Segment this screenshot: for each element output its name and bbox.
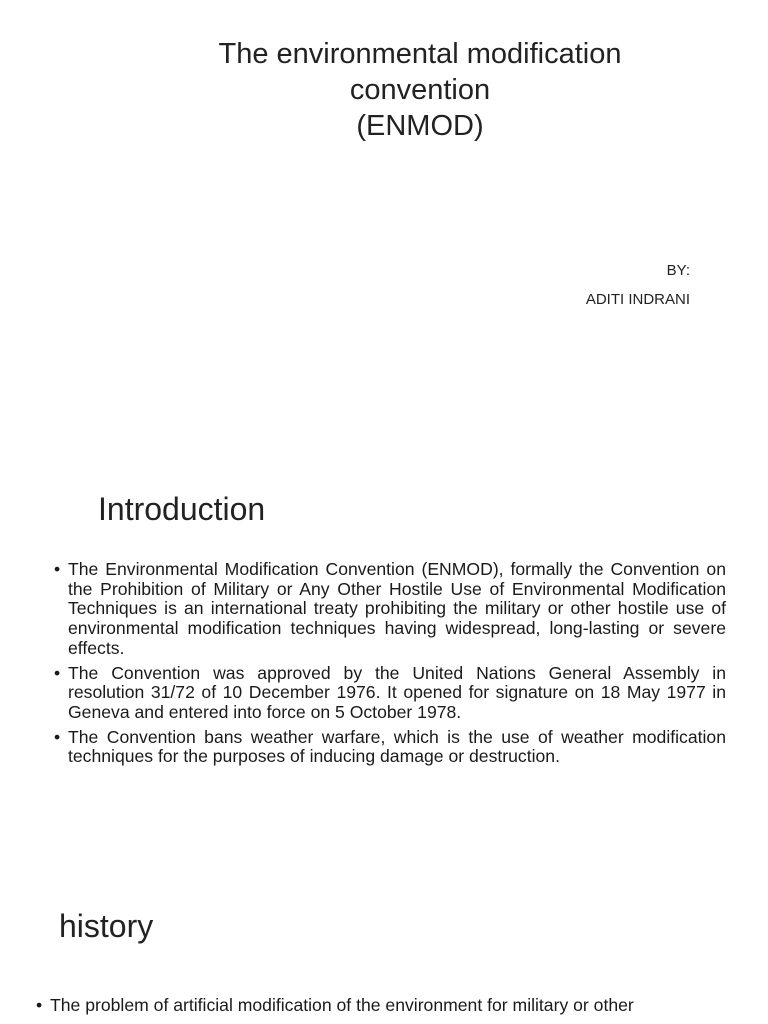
introduction-slide	[0, 420, 768, 840]
author-name: ADITI INDRANI	[585, 291, 690, 308]
bullet-list	[34, 995, 714, 1021]
title-slide	[0, 0, 768, 420]
bullet-item	[34, 995, 714, 1016]
bullet-text: The Environmental Modification Convention (ENMOD), formally the Convention on the Prohibition of Military or Any Other Hostile Use of Environmental Modification Techniques is an international treaty prohibiting the military or other hostile use of environmental modification techniques having widespread, long-lasting or severe effects.	[68, 559, 726, 658]
bullet-icon: •	[36, 995, 43, 1015]
bullet-text: The Convention bans weather warfare, which is the use of weather modification techniques for the purposes of inducing damage or destruction.	[68, 726, 726, 767]
bullet-item	[52, 560, 726, 659]
by-label: BY:	[666, 262, 690, 279]
history-slide	[0, 840, 768, 1024]
title-line: The environmental modification	[218, 38, 622, 70]
bullet-list	[52, 560, 726, 772]
bullet-item	[52, 664, 726, 723]
bullet-icon: •	[54, 662, 61, 683]
slide-heading: history	[59, 908, 154, 944]
bullet-icon: •	[54, 559, 61, 579]
presentation-title	[140, 36, 700, 144]
bullet-item	[52, 728, 726, 767]
title-line: convention	[349, 74, 491, 106]
title-line: (ENMOD)	[356, 110, 484, 142]
slide-heading: Introduction	[98, 491, 266, 527]
bullet-text: The Convention was approved by the United Nations General Assembly in resolution 31/72 of 10 December 1976. It opened for signature on 18 May 1977 in Geneva and entered into force on 5 October 1978.	[68, 662, 726, 722]
bullet-text: The problem of artificial modification of the environment for military or other	[50, 995, 634, 1015]
bullet-icon: •	[54, 726, 61, 747]
